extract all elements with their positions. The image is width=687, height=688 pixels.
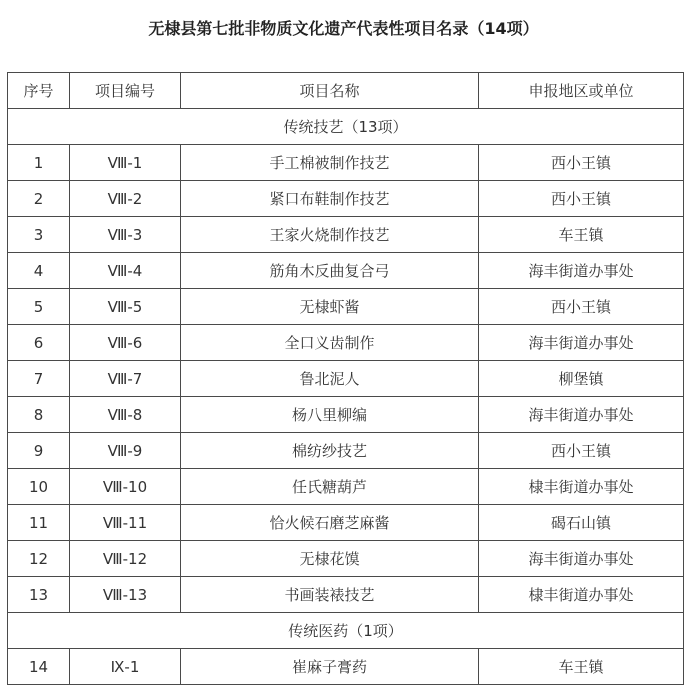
- cell-project-code: Ⅷ-5: [70, 289, 181, 325]
- table-row: [8, 289, 684, 325]
- cell-number: 11: [8, 505, 70, 541]
- section-row: [8, 613, 684, 649]
- cell-applicant-area: 车王镇: [479, 649, 684, 685]
- header-applicant-area: 申报地区或单位: [479, 73, 684, 109]
- cell-project-name: 紧口布鞋制作技艺: [181, 181, 479, 217]
- cell-project-code: Ⅷ-9: [70, 433, 181, 469]
- page-title: 无棣县第七批非物质文化遗产代表性项目名录（14项）: [148, 19, 539, 38]
- cell-applicant-area: 西小王镇: [479, 433, 684, 469]
- cell-project-code: Ⅷ-6: [70, 325, 181, 361]
- header-number: 序号: [8, 73, 70, 109]
- cell-applicant-area: 西小王镇: [479, 145, 684, 181]
- cell-applicant-area: 柳堡镇: [479, 361, 684, 397]
- cell-applicant-area: 海丰街道办事处: [479, 541, 684, 577]
- cell-project-code: Ⅷ-4: [70, 253, 181, 289]
- cell-applicant-area: 海丰街道办事处: [479, 253, 684, 289]
- cell-number: 7: [8, 361, 70, 397]
- cell-number: 12: [8, 541, 70, 577]
- table-row: [8, 181, 684, 217]
- cell-project-name: 鲁北泥人: [181, 361, 479, 397]
- cell-number: 6: [8, 325, 70, 361]
- table-row: [8, 361, 684, 397]
- cell-number: 8: [8, 397, 70, 433]
- table-row: [8, 253, 684, 289]
- cell-applicant-area: 车王镇: [479, 217, 684, 253]
- section-label: 传统技艺（13项）: [8, 109, 684, 145]
- cell-project-code: Ⅷ-2: [70, 181, 181, 217]
- cell-number: 9: [8, 433, 70, 469]
- cell-project-name: 崔麻子膏药: [181, 649, 479, 685]
- header-project-code: 项目编号: [70, 73, 181, 109]
- cell-project-name: 书画装裱技艺: [181, 577, 479, 613]
- table-row: [8, 649, 684, 685]
- cell-project-name: 筋角木反曲复合弓: [181, 253, 479, 289]
- cell-project-name: 全口义齿制作: [181, 325, 479, 361]
- cell-number: 14: [8, 649, 70, 685]
- cell-applicant-area: 碣石山镇: [479, 505, 684, 541]
- table-row: [8, 397, 684, 433]
- cell-project-code: Ⅷ-10: [70, 469, 181, 505]
- cell-number: 4: [8, 253, 70, 289]
- section-row: [8, 109, 684, 145]
- cell-applicant-area: 西小王镇: [479, 181, 684, 217]
- cell-project-code: Ⅸ-1: [70, 649, 181, 685]
- cell-project-name: 杨八里柳编: [181, 397, 479, 433]
- cell-project-code: Ⅷ-7: [70, 361, 181, 397]
- cell-project-code: Ⅷ-13: [70, 577, 181, 613]
- cell-project-name: 无棣虾酱: [181, 289, 479, 325]
- table-row: [8, 505, 684, 541]
- cell-project-name: 任氏糖葫芦: [181, 469, 479, 505]
- cell-project-code: Ⅷ-8: [70, 397, 181, 433]
- cell-project-name: 无棣花馍: [181, 541, 479, 577]
- table-row: [8, 577, 684, 613]
- table-header-row: [8, 73, 684, 109]
- cell-number: 13: [8, 577, 70, 613]
- table-row: [8, 541, 684, 577]
- cell-project-name: 王家火烧制作技艺: [181, 217, 479, 253]
- cell-applicant-area: 海丰街道办事处: [479, 325, 684, 361]
- cell-number: 3: [8, 217, 70, 253]
- cell-project-code: Ⅷ-3: [70, 217, 181, 253]
- cell-number: 1: [8, 145, 70, 181]
- project-list-table: [7, 72, 684, 685]
- cell-project-name: 恰火候石磨芝麻酱: [181, 505, 479, 541]
- section-label: 传统医药（1项）: [8, 613, 684, 649]
- cell-project-code: Ⅷ-1: [70, 145, 181, 181]
- table-row: [8, 433, 684, 469]
- cell-number: 10: [8, 469, 70, 505]
- table-row: [8, 217, 684, 253]
- cell-project-code: Ⅷ-12: [70, 541, 181, 577]
- table-row: [8, 145, 684, 181]
- header-project-name: 项目名称: [181, 73, 479, 109]
- cell-applicant-area: 西小王镇: [479, 289, 684, 325]
- cell-applicant-area: 棣丰街道办事处: [479, 577, 684, 613]
- table-row: [8, 469, 684, 505]
- cell-number: 5: [8, 289, 70, 325]
- cell-applicant-area: 海丰街道办事处: [479, 397, 684, 433]
- cell-number: 2: [8, 181, 70, 217]
- table-row: [8, 325, 684, 361]
- cell-project-name: 棉纺纱技艺: [181, 433, 479, 469]
- cell-applicant-area: 棣丰街道办事处: [479, 469, 684, 505]
- cell-project-name: 手工棉被制作技艺: [181, 145, 479, 181]
- cell-project-code: Ⅷ-11: [70, 505, 181, 541]
